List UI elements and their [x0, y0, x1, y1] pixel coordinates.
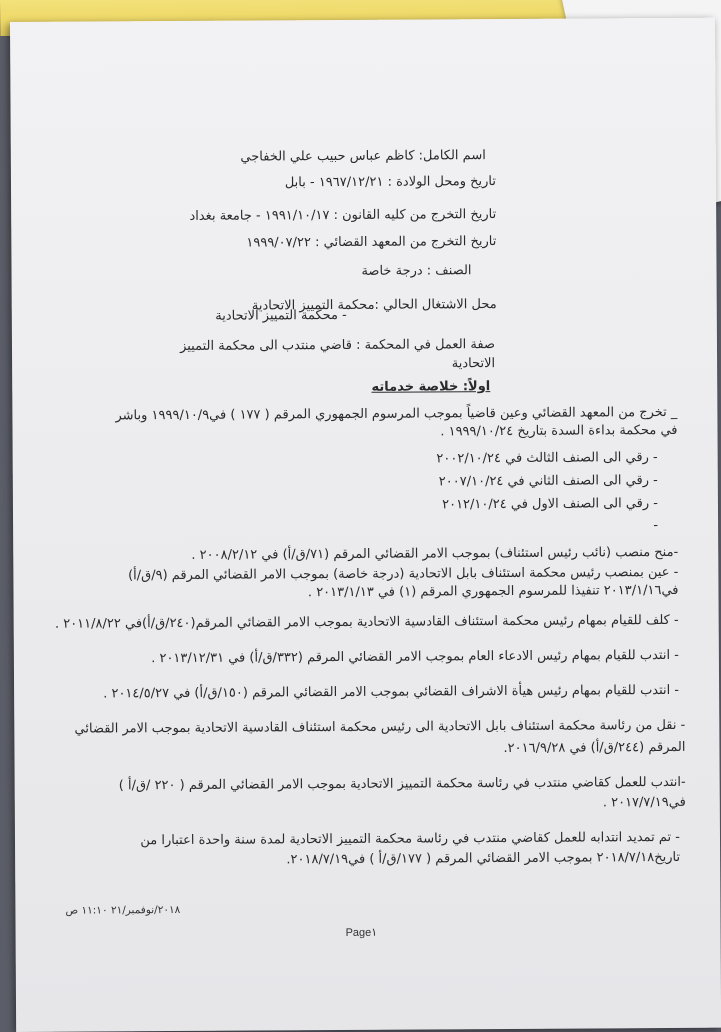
- service-line: - عين بمنصب رئيس محكمة استئناف بابل الاتحادية (درجة خاصة) بموجب الامر القضائي المرقم (٩/ق/أ): [127, 564, 679, 584]
- service-line: - رقي الى الصنف الثاني في ٢٠٠٧/١٠/٢٤: [438, 473, 658, 490]
- workplace-line-1: محل الاشتغال الحالي :محكمة التمييز الاتحادية: [251, 297, 497, 314]
- institute-graduation-line: تاريخ التخرج من المعهد القضائي : ١٩٩٩/٠٧/٢٢: [246, 234, 497, 251]
- law-graduation-line: تاريخ التخرج من كليه القانون : ١٩٩١/١٠/١٧ - جامعة بغداد: [189, 207, 497, 224]
- service-line: -: [653, 518, 659, 534]
- service-line: - رقي الى الصنف الثالث في ٢٠٠٢/١٠/٢٤: [436, 450, 658, 467]
- service-line: -منح منصب (نائب رئيس استئناف) بموجب الامر القضائي المرقم (٧١/ق/أ) في ٢٠٠٨/٢/١٢ .: [191, 544, 679, 563]
- service-line: - نقل من رئاسة محكمة استئناف بابل الاتحادية الى رئيس محكمة استئناف القادسية الاتحادية بموجب الامر القضائي: [74, 717, 686, 737]
- full-name-line: اسم الكامل: كاظم عباس حبيب علي الخفاجي: [240, 148, 486, 165]
- page-number: Page١: [345, 926, 378, 939]
- workplace-line-2: - محكمة التمييز الاتحادية: [215, 307, 347, 324]
- service-line: - كلف للقيام بمهام رئيس محكمة استئناف القادسية الاتحادية بموجب الامر القضائي المرقم(٢٤٠/ق/أ)في ٢٠١١/٨/٢٢ .: [54, 612, 679, 632]
- role-line-1: صفة العمل في المحكمة : قاضي منتدب الى محكمة التمييز: [180, 337, 496, 354]
- service-line: في٢٠١٣/١/١٦ تنفيذا للمرسوم الجمهوري المرقم (١) في ٢٠١٣/١/١٣ .: [307, 582, 679, 601]
- service-line: - رقي الى الصنف الاول في ٢٠١٢/١٠/٢٤: [442, 496, 658, 513]
- service-line: _ تخرج من المعهد القضائي وعين قاضياً بموجب المرسوم الجمهوري المرقم ( ١٧٧ ) في١٩٩٩/١٠/٩ وباشر: [115, 404, 678, 424]
- service-line: تاريخ٢٠١٨/٧/١٨ بموجب الامر القضائي المرقم ( ١٧٧/ق/أ ) في٢٠١٨/٧/١٩.: [286, 849, 681, 868]
- service-line: - تم تمديد انتدابه للعمل كقاضي منتدب في رئاسة محكمة التمييز الاتحادية لمدة سنة واحدة اعتبارا من: [140, 829, 681, 849]
- service-line: في محكمة بداءة السدة بتاريخ ١٩٩٩/١٠/٢٤ .: [440, 422, 678, 440]
- service-line: المرقم (٢٤٤/ق/أ) في ٢٠١٦/٩/٢٨.: [503, 739, 686, 756]
- service-line: -انتدب للعمل كقاضي منتدب في رئاسة محكمة التمييز الاتحادية بموجب الامر القضائي المرقم ( ٢٢٠ /ق/أ ): [118, 774, 686, 794]
- birth-line: تاريخ ومحل الولادة : ١٩٦٧/١٢/٢١ - بابل: [284, 174, 497, 191]
- service-line: - انتدب للقيام بمهام رئيس الادعاء العام بموجب الامر القضائي المرقم (٣٣٢/ق/أ) في ٢٠١٣/١٢/٣١ .: [151, 647, 679, 667]
- section-title: اولاً: خلاصة خدماته: [371, 379, 491, 395]
- service-line: - انتدب للقيام بمهام رئيس هيأة الاشراف القضائي بموجب الامر القضائي المرقم (١٥٠/ق/أ) في ٢٠١٤/٥/٢٧ .: [103, 682, 680, 702]
- footer-timestamp: ٢٠١٨/نوفمبر/٢١ ١١:١٠ ص: [65, 903, 181, 917]
- service-line: في٢٠١٧/٧/١٩ .: [602, 794, 686, 811]
- grade-line: الصنف : درجة خاصة: [361, 263, 472, 279]
- document-page: [10, 18, 721, 1032]
- role-line-2: الاتحادية: [451, 356, 496, 372]
